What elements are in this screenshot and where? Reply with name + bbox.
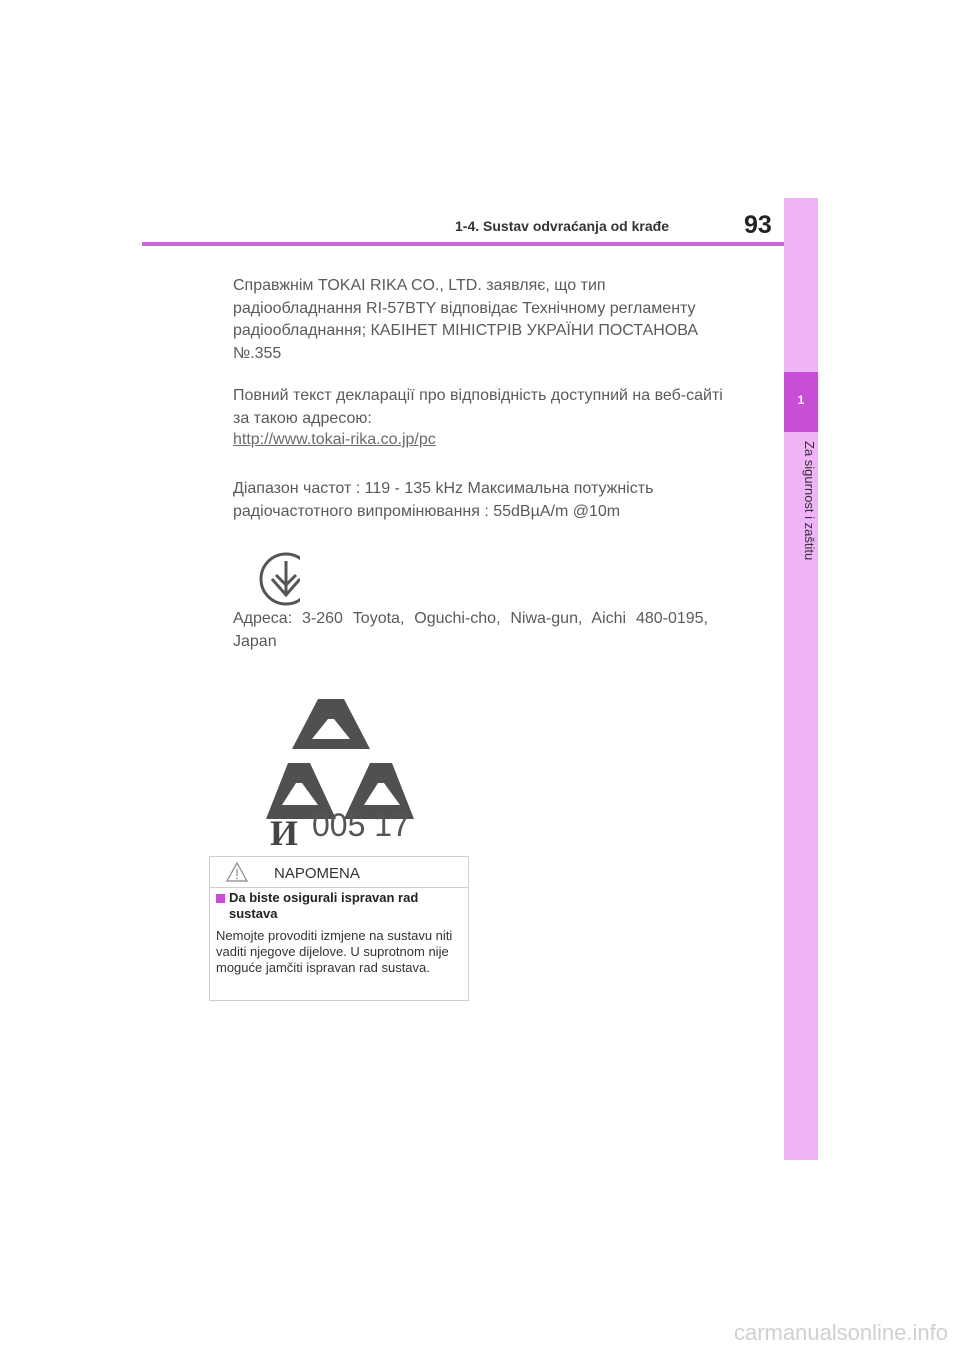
full-text-paragraph: Повний текст декларації про відповідність доступний на веб-сайті за такою адресою: — [233, 387, 723, 427]
chapter-side-tab — [784, 198, 818, 1160]
bullet-square-icon — [216, 894, 225, 903]
note-box — [209, 856, 469, 1001]
header-divider — [142, 242, 784, 246]
declaration-paragraph: Справжнім TOKAI RIKA CO., LTD. заявляє, що тип радіообладнання RI-57BTY відповідає Технічному регламенту радіообладнання; КАБІНЕТ МІНІСТРІВ УКРАЇНИ ПОСТАНОВА №.355 — [233, 277, 699, 362]
manufacturer-address: Адреса: 3-260 Toyota, Oguchi-cho, Niwa-gun, Aichi 480-0195, Japan — [233, 610, 708, 650]
mark-code: 005 17 — [312, 807, 410, 843]
mark-letter: И — [270, 813, 299, 853]
note-header — [210, 857, 468, 888]
section-title: 1-4. Sustav odvraćanja od krađe — [455, 218, 669, 234]
note-subheading: Da biste osigurali ispravan rad sustava — [229, 890, 419, 921]
ukraine-conformity-mark-icon — [256, 549, 316, 609]
chapter-number: 1 — [797, 393, 805, 407]
frequency-paragraph: Діапазон частот : 119 - 135 kHz Максимальна потужність радіочастотного випромінювання : 55dBµA/m @10m — [233, 480, 654, 520]
note-title: NAPOMENA — [274, 865, 360, 882]
page-number: 93 — [744, 211, 772, 239]
watermark: carmanualsonline.info — [733, 1320, 948, 1345]
warning-triangle-icon — [226, 861, 248, 883]
chapter-title: Za sigurnost i zaštitu — [802, 441, 817, 561]
declaration-link[interactable]: http://www.tokai-rika.co.jp/pc — [233, 431, 436, 448]
note-body: Nemojte provoditi izmjene na sustavu niti vaditi njegove dijelove. U suprotnom nije moguće jamčiti ispravan rad sustava. — [216, 928, 453, 975]
